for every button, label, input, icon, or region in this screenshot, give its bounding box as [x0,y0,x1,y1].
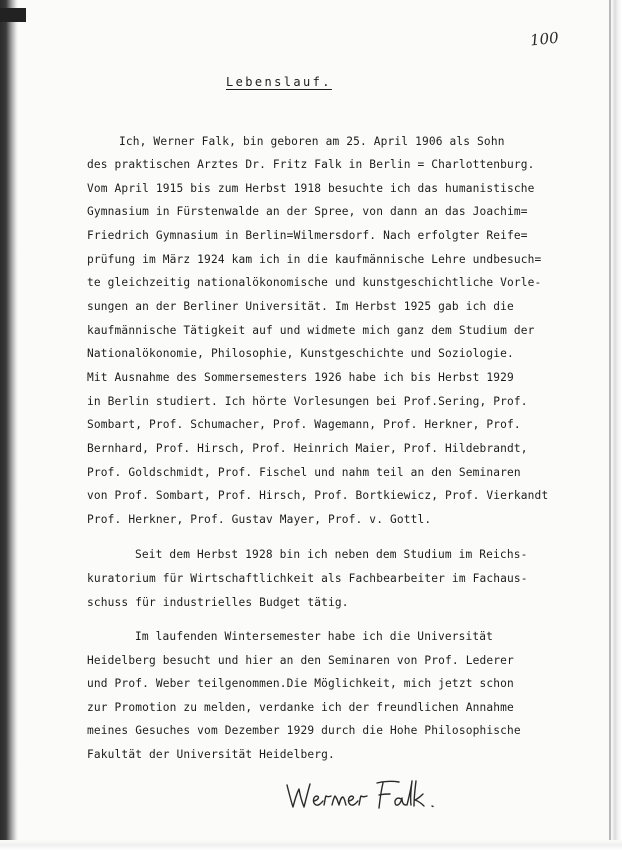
text-line: und Prof. Weber teilgenommen.Die Möglichkeit, mich jetzt schon [87,677,514,690]
text-line: in Berlin studiert. Ich hörte Vorlesungen bei Prof.Sering, Prof. [87,395,528,408]
text-line: prüfung im März 1924 kam ich in die kaufmännische Lehre undbesuch= [87,253,542,266]
handwritten-signature [283,775,453,815]
scan-edge-right-line [609,0,611,850]
text-line: Heidelberg besucht und hier an den Seminaren von Prof. Lederer [87,654,514,667]
page-number: 100 [529,28,560,50]
text-line: Fakultät der Universität Heidelberg. [87,748,335,761]
text-line: Gymnasium in Fürstenwalde an der Spree, von dann an das Joachim= [87,205,528,218]
text-line: sungen an der Berliner Universität. Im Herbst 1925 gab ich die [87,300,514,313]
text-line: Im laufenden Wintersemester habe ich die Universität [135,630,494,643]
text-line: te gleichzeitig nationalökonomische und kunstgeschichtliche Vorle- [87,276,542,289]
text-line: kuratorium für Wirtschaftlichkeit als Fachbearbeiter im Fachaus- [87,572,528,585]
scan-edge-left [0,0,18,850]
text-line: schuss für industrielles Budget tätig. [87,596,349,609]
scan-edge-mark [0,8,26,22]
text-line: von Prof. Sombart, Prof. Hirsch, Prof. Bortkiewicz, Prof. Vierkandt [87,489,549,502]
text-line: zur Promotion zu melden, verdanke ich der freundlichen Annahme [87,701,514,714]
text-line: Prof. Herkner, Prof. Gustav Mayer, Prof. v. Gottl. [87,513,432,526]
text-line: Friedrich Gymnasium in Berlin=Wilmersdorf. Nach erfolgter Reife= [87,229,528,242]
text-line: Seit dem Herbst 1928 bin ich neben dem Studium im Reichs- [135,548,528,561]
text-line: Nationalökonomie, Philosophie, Kunstgeschichte und Soziologie. [87,347,514,360]
text-line: kaufmännische Tätigkeit auf und widmete mich ganz dem Studium der [87,324,535,337]
text-line: Mit Ausnahme des Sommersemesters 1926 habe ich bis Herbst 1929 [87,371,514,384]
text-line: des praktischen Arztes Dr. Fritz Falk in Berlin = Charlottenburg. [87,158,535,171]
document-title: Lebenslauf. [226,75,332,89]
scan-edge-right [610,0,622,850]
text-line: meines Gesuches vom Dezember 1929 durch die Hohe Philosophische [87,724,521,737]
text-line: Prof. Goldschmidt, Prof. Fischel und nahm teil an den Seminaren [87,466,521,479]
text-line: Vom April 1915 bis zum Herbst 1918 besuchte ich das humanistische [87,182,535,195]
text-line: Bernhard, Prof. Hirsch, Prof. Heinrich Maier, Prof. Hildebrandt, [87,442,528,455]
text-line: Sombart, Prof. Schumacher, Prof. Wagemann, Prof. Herkner, Prof. [87,418,521,431]
scan-edge-bottom [0,840,622,850]
text-line: Ich, Werner Falk, bin geboren am 25. April 1906 als Sohn [119,135,505,148]
